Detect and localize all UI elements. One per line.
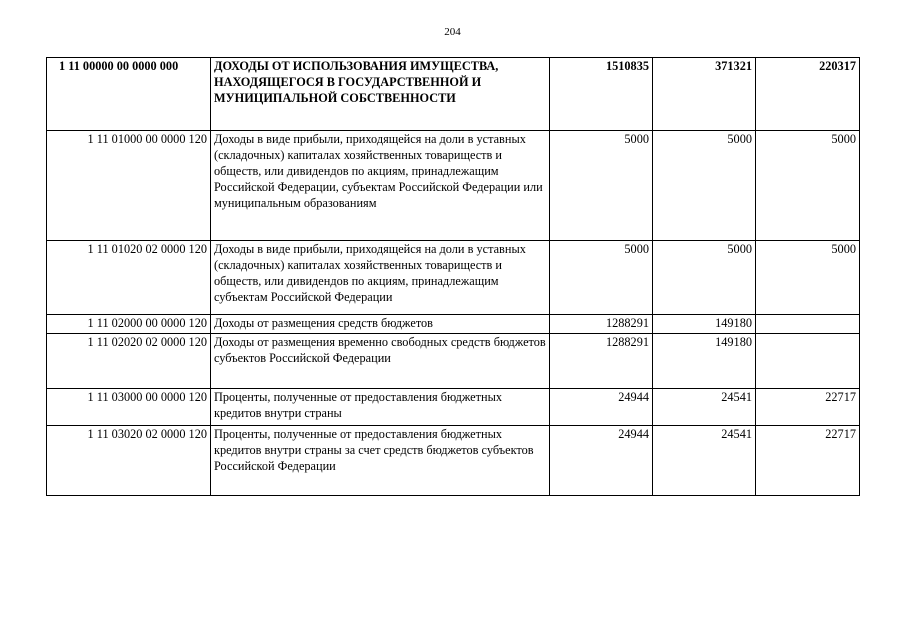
row-value-2: 5000 bbox=[653, 241, 756, 315]
row-name: ДОХОДЫ ОТ ИСПОЛЬЗОВАНИЯ ИМУЩЕСТВА, НАХОДЯЩЕГОСЯ В ГОСУДАРСТВЕННОЙ И МУНИЦИПАЛЬНОЙ СОБСТВЕННОСТИ bbox=[211, 58, 550, 131]
row-value-2: 149180 bbox=[653, 315, 756, 334]
row-value-3 bbox=[756, 315, 860, 334]
row-value-2: 5000 bbox=[653, 131, 756, 241]
row-value-2: 149180 bbox=[653, 334, 756, 389]
row-value-1: 24944 bbox=[550, 389, 653, 426]
row-value-1: 5000 bbox=[550, 131, 653, 241]
row-value-1: 1510835 bbox=[550, 58, 653, 131]
table-row bbox=[47, 241, 860, 315]
table-row bbox=[47, 315, 860, 334]
row-value-2: 371321 bbox=[653, 58, 756, 131]
table-row bbox=[47, 426, 860, 496]
table-row bbox=[47, 389, 860, 426]
row-value-1: 1288291 bbox=[550, 334, 653, 389]
row-value-3: 220317 bbox=[756, 58, 860, 131]
row-name: Доходы от размещения средств бюджетов bbox=[211, 315, 550, 334]
row-name: Проценты, полученные от предоставления бюджетных кредитов внутри страны за счет средств бюджетов субъектов Российской Федерации bbox=[211, 426, 550, 496]
row-value-2: 24541 bbox=[653, 389, 756, 426]
row-value-2: 24541 bbox=[653, 426, 756, 496]
table-row bbox=[47, 334, 860, 389]
row-name: Проценты, полученные от предоставления бюджетных кредитов внутри страны bbox=[211, 389, 550, 426]
row-name: Доходы от размещения временно свободных средств бюджетов субъектов Российской Федерации bbox=[211, 334, 550, 389]
budget-revenue-table bbox=[46, 57, 860, 496]
table-row bbox=[47, 131, 860, 241]
row-value-3 bbox=[756, 334, 860, 389]
row-code: 1 11 03000 00 0000 120 bbox=[47, 389, 211, 426]
page-number: 204 bbox=[444, 26, 461, 38]
row-value-3: 22717 bbox=[756, 389, 860, 426]
row-value-1: 1288291 bbox=[550, 315, 653, 334]
row-value-3: 22717 bbox=[756, 426, 860, 496]
row-value-1: 5000 bbox=[550, 241, 653, 315]
row-code: 1 11 02020 02 0000 120 bbox=[47, 334, 211, 389]
row-name: Доходы в виде прибыли, приходящейся на доли в уставных (складочных) капиталах хозяйственных товариществ и обществ, или дивидендов по акциям, принадлежащим Российской Федерации, субъектам Российской Федерации или муниципальным образованиям bbox=[211, 131, 550, 241]
row-code: 1 11 01020 02 0000 120 bbox=[47, 241, 211, 315]
table-row-property-income-total bbox=[47, 58, 860, 131]
row-code: 1 11 00000 00 0000 000 bbox=[47, 58, 211, 131]
row-value-1: 24944 bbox=[550, 426, 653, 496]
row-value-3: 5000 bbox=[756, 241, 860, 315]
row-value-3: 5000 bbox=[756, 131, 860, 241]
row-name: Доходы в виде прибыли, приходящейся на доли в уставных (складочных) капиталах хозяйственных товариществ и обществ, или дивидендов по акциям, принадлежащим субъектам Российской Федерации bbox=[211, 241, 550, 315]
row-code: 1 11 01000 00 0000 120 bbox=[47, 131, 211, 241]
row-code: 1 11 02000 00 0000 120 bbox=[47, 315, 211, 334]
row-code: 1 11 03020 02 0000 120 bbox=[47, 426, 211, 496]
